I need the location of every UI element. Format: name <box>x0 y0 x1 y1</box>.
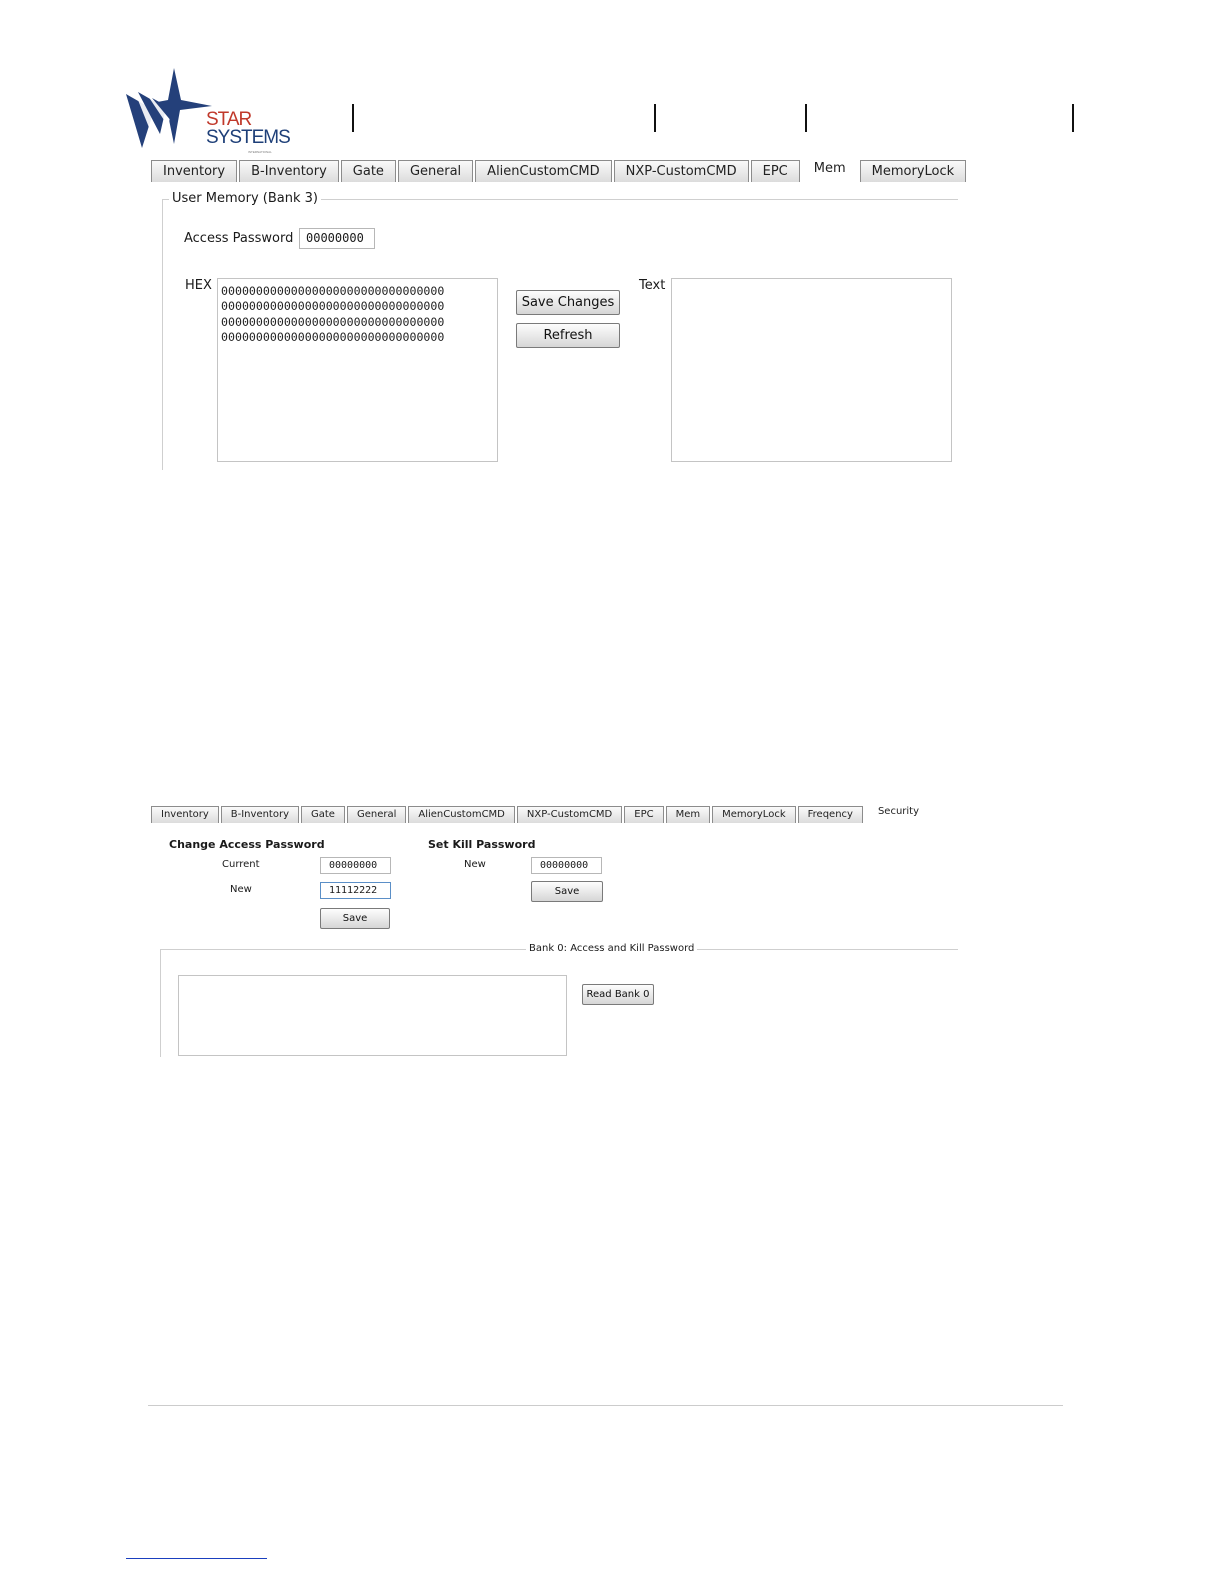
tab-general[interactable]: General <box>398 160 473 182</box>
tab-inventory[interactable]: Inventory <box>151 806 219 823</box>
kill-password-input[interactable]: 00000000 <box>531 857 602 874</box>
tab-b-inventory[interactable]: B-Inventory <box>239 160 339 182</box>
access-password-input[interactable]: 00000000 <box>299 228 375 249</box>
save-kill-password-button[interactable]: Save <box>531 881 603 902</box>
access-password-label: Access Password <box>184 231 294 246</box>
text-label: Text <box>639 278 666 293</box>
star-logo-icon <box>126 66 216 156</box>
hex-line: 00000000000000000000000000000000 <box>221 299 445 314</box>
hex-line: 00000000000000000000000000000000 <box>221 314 445 329</box>
read-bank0-button[interactable]: Read Bank 0 <box>582 984 654 1005</box>
tab-epc[interactable]: EPC <box>751 160 800 182</box>
bank0-group-title: Bank 0: Access and Kill Password <box>526 943 697 954</box>
tab-inventory[interactable]: Inventory <box>151 160 237 182</box>
hex-line: 00000000000000000000000000000000 <box>221 329 445 344</box>
header-separator <box>352 104 354 132</box>
tab-frequency[interactable]: Freqency <box>798 806 863 823</box>
header-separator <box>805 104 807 132</box>
tab-alien-custom-cmd[interactable]: AlienCustomCMD <box>475 160 611 182</box>
tab-memory-lock[interactable]: MemoryLock <box>860 160 967 182</box>
tab-memory-lock[interactable]: MemoryLock <box>712 806 795 823</box>
refresh-button[interactable]: Refresh <box>516 323 620 348</box>
tab-bar-mem-screen <box>151 157 968 182</box>
header-separator <box>1072 104 1074 132</box>
hex-label: HEX <box>185 278 212 293</box>
save-access-password-button[interactable]: Save <box>320 908 390 929</box>
header-separator <box>654 104 656 132</box>
tab-gate[interactable]: Gate <box>301 806 345 823</box>
footer-link-underline[interactable] <box>126 1558 267 1559</box>
tab-gate[interactable]: Gate <box>341 160 396 182</box>
save-changes-button[interactable]: Save Changes <box>516 290 620 315</box>
tab-general[interactable]: General <box>347 806 406 823</box>
star-systems-logo <box>126 66 296 156</box>
current-password-input[interactable]: 00000000 <box>320 857 391 874</box>
bank0-output-textarea[interactable] <box>178 975 567 1056</box>
tab-epc[interactable]: EPC <box>624 806 663 823</box>
text-textarea[interactable] <box>671 278 952 462</box>
tab-b-inventory[interactable]: B-Inventory <box>221 806 299 823</box>
tab-nxp-custom-cmd[interactable]: NXP-CustomCMD <box>517 806 622 823</box>
new-access-password-label: New <box>230 884 252 895</box>
logo-text-international: INTERNATIONAL <box>248 150 272 154</box>
set-kill-password-heading: Set Kill Password <box>428 838 536 851</box>
tab-mem[interactable]: Mem <box>666 806 711 823</box>
new-access-password-input[interactable]: 11112222 <box>320 882 391 899</box>
tab-security[interactable]: Security <box>865 803 932 823</box>
tab-bar-security-screen <box>151 803 934 823</box>
hex-textarea[interactable] <box>217 278 498 462</box>
tab-mem[interactable]: Mem <box>802 157 858 182</box>
logo-text-systems: SYSTEMS <box>206 127 290 148</box>
tab-alien-custom-cmd[interactable]: AlienCustomCMD <box>408 806 515 823</box>
hex-line: 00000000000000000000000000000000 <box>221 284 445 298</box>
footer-rule <box>148 1405 1063 1406</box>
logo-text-star: STAR <box>206 109 252 130</box>
change-access-password-heading: Change Access Password <box>169 838 325 851</box>
current-password-label: Current <box>222 859 260 870</box>
new-kill-password-label: New <box>464 859 486 870</box>
tab-nxp-custom-cmd[interactable]: NXP-CustomCMD <box>614 160 749 182</box>
user-memory-group-title: User Memory (Bank 3) <box>169 191 321 206</box>
